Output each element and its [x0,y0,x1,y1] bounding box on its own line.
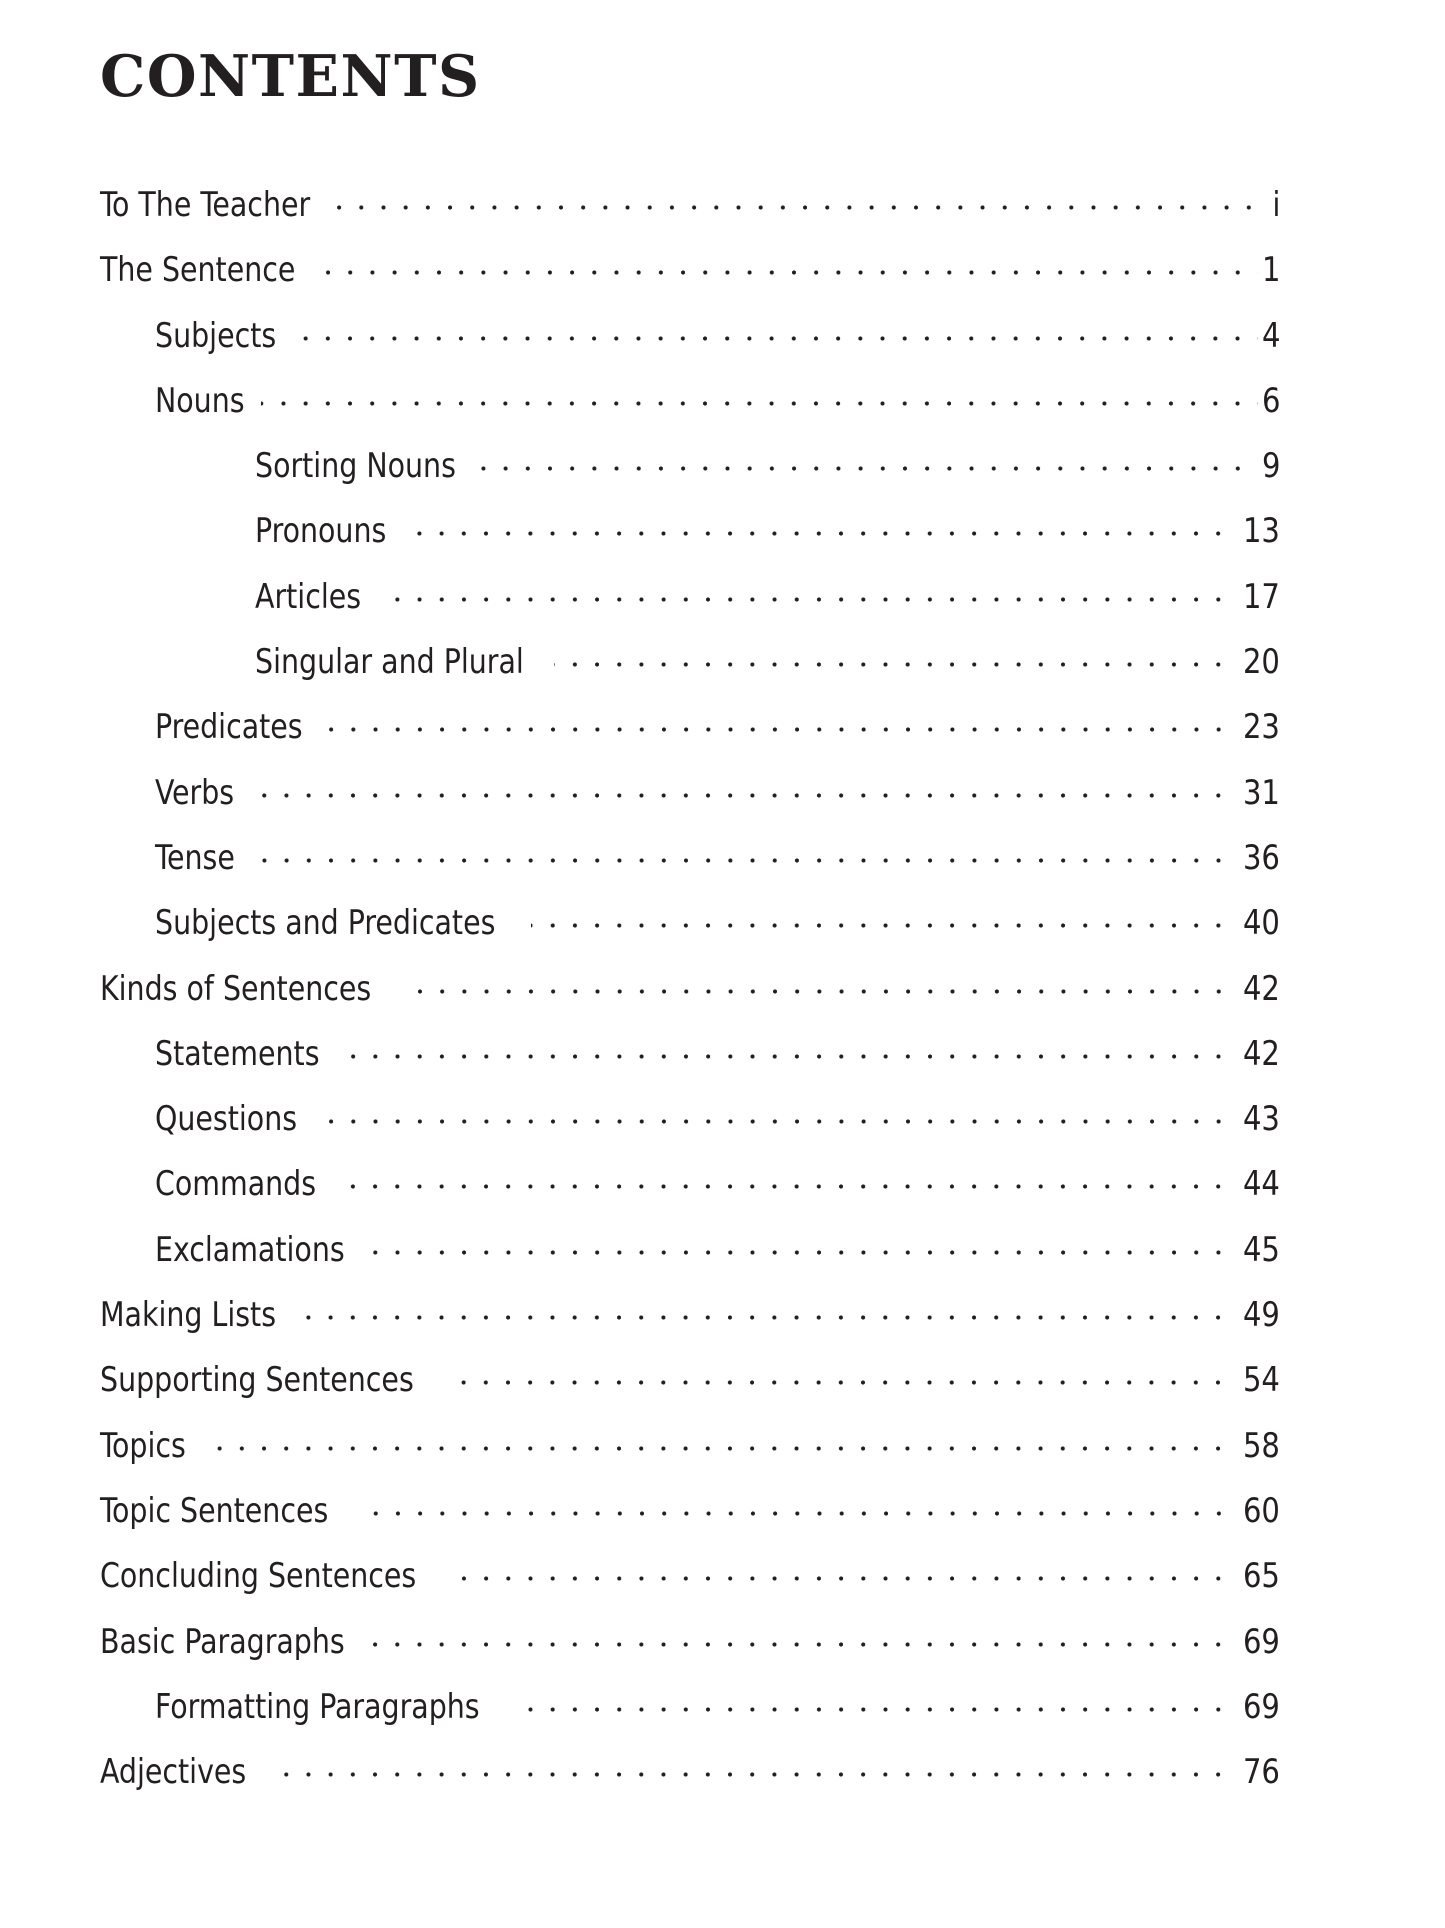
toc-entry-label: Adjectives [100,1752,247,1793]
toc-entry-label: Formatting Paragraphs [155,1686,480,1727]
toc-entry[interactable] [0,1096,1445,1161]
toc-dot-leader [267,1749,1238,1783]
toc-entry-label: Making Lists [100,1295,277,1336]
toc-entry-label: Topics [100,1425,186,1466]
toc-entry-label: Articles [255,576,362,617]
toc-entry[interactable] [0,247,1445,312]
toc-entry[interactable] [0,704,1445,769]
toc-entry-label: Verbs [155,772,235,813]
toc-dot-leader [324,704,1238,738]
toc-entry[interactable] [0,313,1445,378]
toc-dot-leader [554,639,1238,673]
toc-dot-leader [450,1553,1238,1587]
toc-dot-leader [402,966,1238,1000]
toc-dot-leader [320,247,1257,281]
toc-dot-leader [369,1227,1238,1261]
toc-entry-label: To The Teacher [100,185,311,225]
toc-entry-label: Kinds of Sentences [100,968,372,1009]
toc-dot-leader [202,1423,1238,1457]
toc-entry-page-number: 42 [1243,968,1280,1009]
toc-dot-leader [447,1357,1238,1391]
toc-entry-label: Pronouns [255,511,387,552]
toc-entry-label: The Sentence [100,250,296,291]
toc-entry[interactable] [0,1619,1445,1684]
toc-dot-leader [481,443,1258,477]
toc-entry-page-number: 69 [1243,1621,1280,1662]
toc-entry-page-number: 60 [1243,1490,1280,1531]
toc-entry-label: Topic Sentences [100,1490,329,1531]
toc-entry-label: Subjects [155,315,277,356]
toc-entry[interactable] [0,574,1445,639]
toc-dot-leader [342,1031,1238,1065]
toc-dot-leader [318,1096,1238,1130]
toc-entry-page-number: i [1271,185,1280,225]
toc-entry-label: Supporting Sentences [100,1360,414,1401]
toc-entry-page-number: 20 [1243,642,1280,683]
table-of-contents-list [0,182,1445,1814]
toc-entry-page-number: 9 [1261,446,1280,487]
toc-entry[interactable] [0,966,1445,1031]
toc-entry-page-number: 6 [1261,380,1280,421]
toc-dot-leader [250,770,1238,804]
toc-entry-page-number: 49 [1243,1295,1280,1336]
toc-entry-page-number: 45 [1243,1229,1280,1270]
toc-dot-leader [531,900,1238,934]
toc-entry-page-number: 44 [1243,1164,1280,1205]
toc-entry-label: Questions [155,1099,298,1140]
toc-entry-label: Concluding Sentences [100,1556,417,1597]
page-title: CONTENTS [100,43,481,111]
toc-entry-label: Tense [155,837,235,878]
toc-entry-label: Sorting Nouns [255,446,456,487]
toc-entry[interactable] [0,639,1445,704]
toc-entry-label: Exclamations [155,1229,345,1270]
toc-entry-page-number: 58 [1243,1425,1280,1466]
toc-entry-page-number: 13 [1243,511,1280,552]
toc-entry-page-number: 42 [1243,1033,1280,1074]
toc-entry[interactable] [0,378,1445,443]
toc-entry-page-number: 4 [1261,315,1280,356]
toc-dot-leader [261,378,1257,412]
toc-dot-leader [299,1292,1238,1326]
toc-entry-page-number: 1 [1261,250,1280,291]
toc-entry[interactable] [0,443,1445,508]
toc-entry-label: Subjects and Predicates [155,903,496,944]
toc-entry-page-number: 17 [1243,576,1280,617]
toc-dot-leader [373,1619,1238,1653]
toc-entry[interactable] [0,900,1445,965]
toc-entry-label: Basic Paragraphs [100,1621,345,1662]
toc-entry[interactable] [0,1161,1445,1226]
toc-dot-leader [338,1161,1238,1195]
toc-dot-leader [356,1488,1239,1522]
toc-dot-leader [336,182,1269,216]
toc-entry[interactable] [0,1423,1445,1488]
toc-entry[interactable] [0,1553,1445,1618]
toc-entry-label: Nouns [155,380,245,421]
toc-entry-page-number: 69 [1243,1686,1280,1727]
toc-entry-page-number: 76 [1243,1752,1280,1793]
toc-entry[interactable] [0,182,1445,247]
toc-entry-label: Commands [155,1164,317,1205]
toc-entry-page-number: 23 [1243,707,1280,748]
toc-entry-page-number: 31 [1243,772,1280,813]
toc-entry-page-number: 40 [1243,903,1280,944]
toc-dot-leader [514,1684,1238,1718]
toc-entry-label: Predicates [155,707,303,748]
toc-entry[interactable] [0,1292,1445,1357]
toc-entry[interactable] [0,1488,1445,1553]
toc-entry-page-number: 43 [1243,1099,1280,1140]
toc-entry-page-number: 65 [1243,1556,1280,1597]
toc-entry[interactable] [0,508,1445,573]
toc-entry[interactable] [0,835,1445,900]
toc-dot-leader [295,313,1257,347]
toc-entry-page-number: 54 [1243,1360,1280,1401]
toc-dot-leader [406,508,1238,542]
toc-dot-leader [379,574,1238,608]
toc-entry[interactable] [0,1749,1445,1814]
toc-entry-label: Singular and Plural [255,642,524,683]
toc-entry[interactable] [0,1357,1445,1422]
toc-dot-leader [251,835,1238,869]
toc-entry-page-number: 36 [1243,837,1280,878]
toc-entry[interactable] [0,1684,1445,1749]
toc-entry[interactable] [0,1227,1445,1292]
toc-entry[interactable] [0,1031,1445,1096]
toc-entry[interactable] [0,770,1445,835]
toc-entry-label: Statements [155,1033,320,1074]
